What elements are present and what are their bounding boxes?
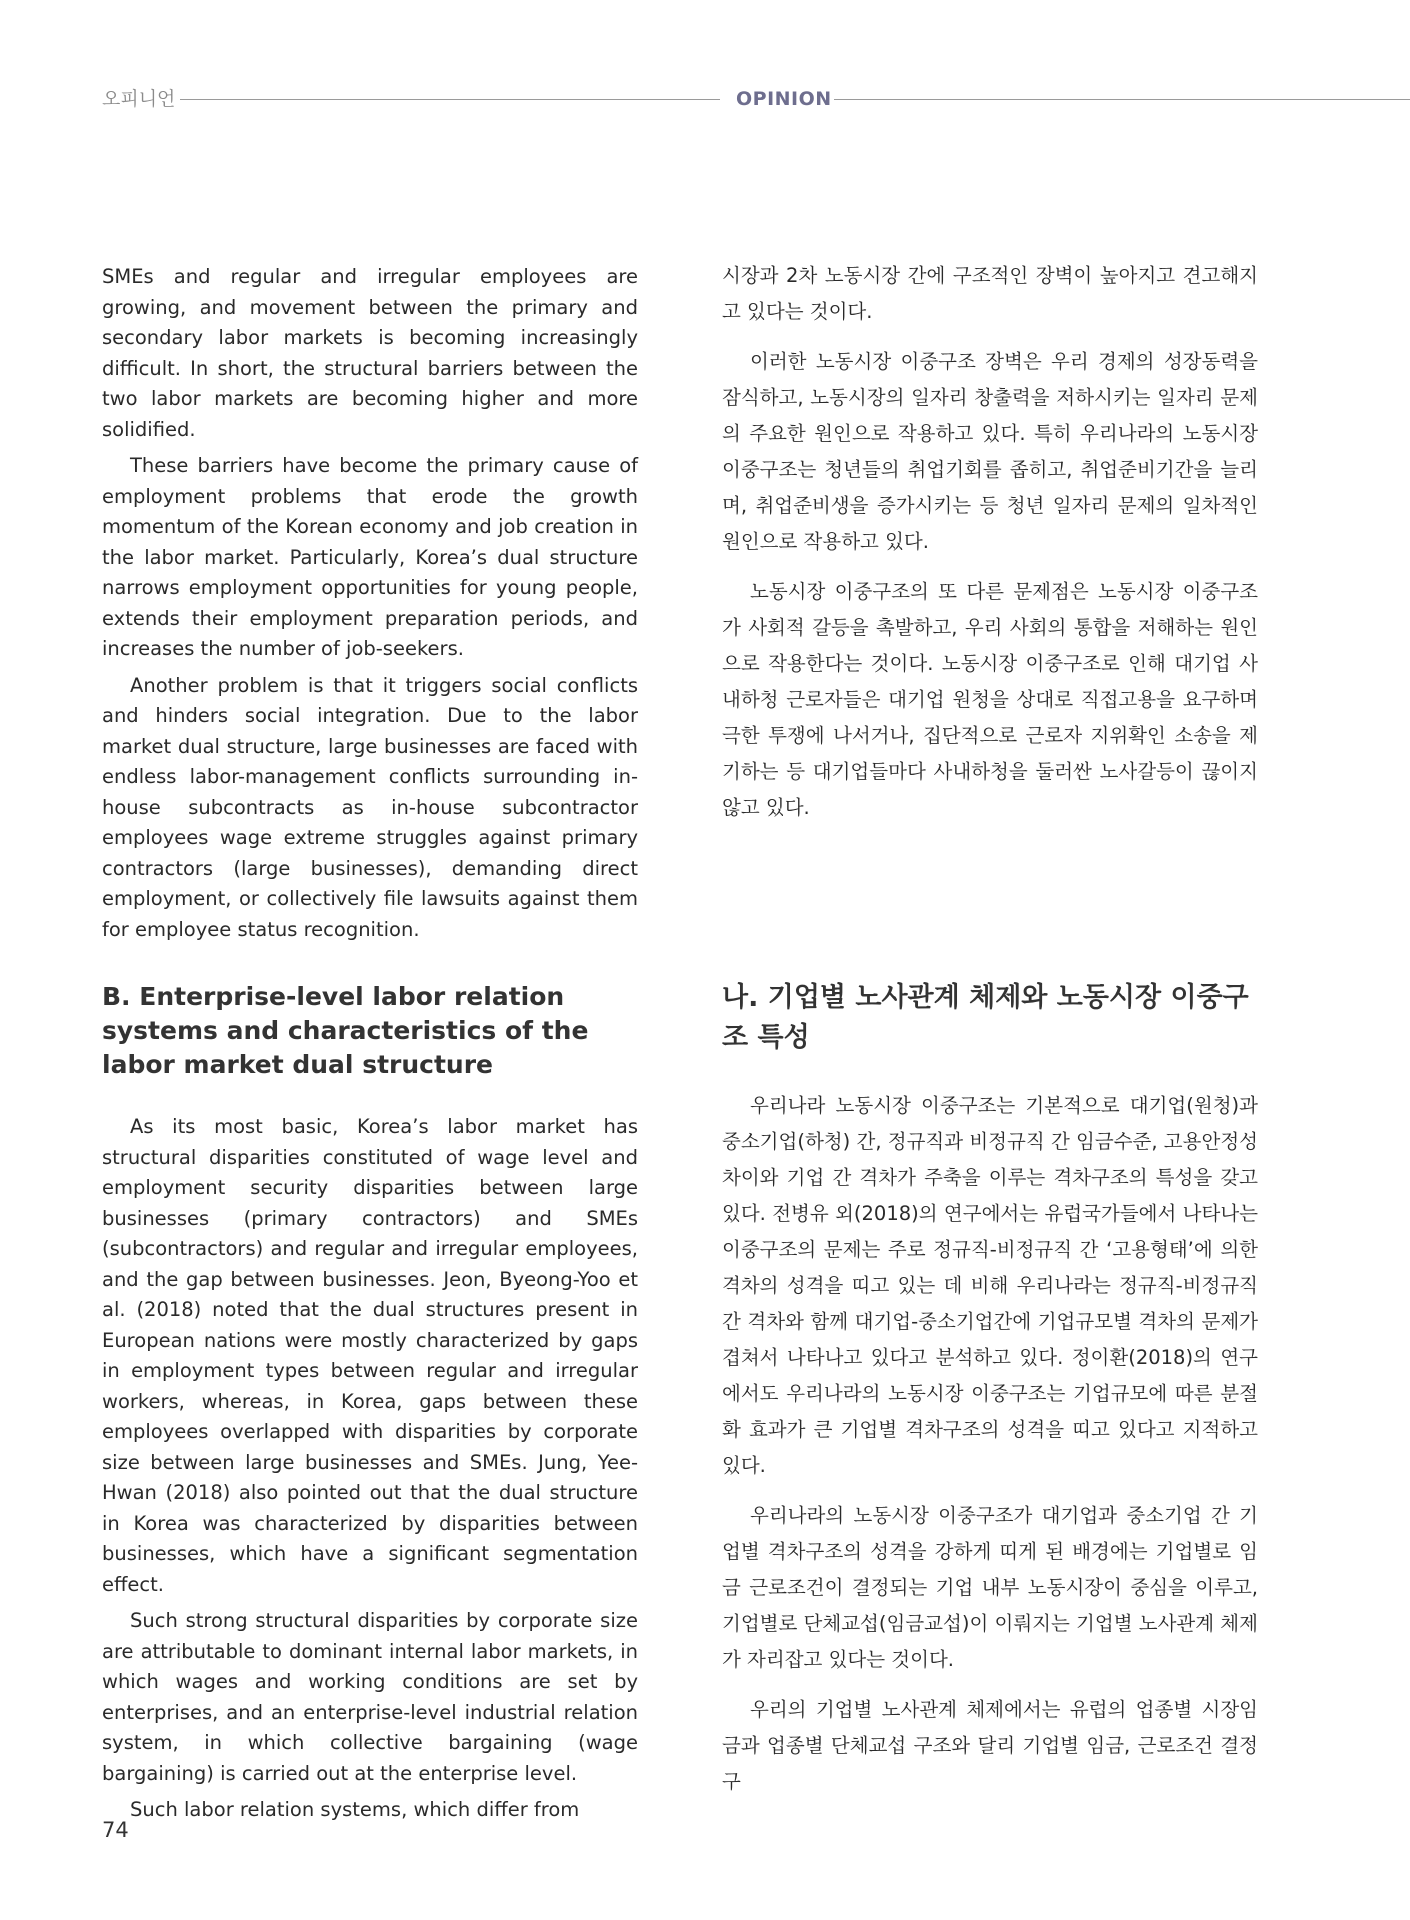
korean-paragraph: 시장과 2차 노동시장 간에 구조적인 장벽이 높아지고 견고해지고 있다는 것이다. — [722, 264, 1258, 323]
english-paragraph: Such strong structural disparities by corporate size are attributable to dominant internal labor markets, in which wages and working conditions are set by enterprises, and an enterprise-level industrial relation system, in which collective bargaining (wage bargaining) is carried out at the enterprise level. — [102, 1609, 638, 1785]
header-rule-left — [180, 99, 720, 100]
korean-paragraph: 우리나라의 노동시장 이중구조가 대기업과 중소기업 간 기업별 격차구조의 성격을 강하게 띠게 된 배경에는 기업별로 임금 근로조건이 결정되는 기업 내부 노동시장이 중심을 이루고, 기업별로 단체교섭(임금교섭)이 이뤄지는 기업별 노사관계 체제가 자리잡고 있다는 것이다. — [722, 1504, 1258, 1671]
korean-column-top — [722, 258, 1258, 826]
english-paragraph: SMEs and regular and irregular employees are growing, and movement between the primary and secondary labor markets is becoming increasingly difficult. In short, the structural barriers between the two labor markets are becoming higher and more solidified. — [102, 265, 638, 441]
english-paragraph: Another problem is that it triggers social conflicts and hinders social integration. Due to the labor market dual structure, large businesses are faced with endless labor-management conflicts surrounding in-house subcontracts as in-house subcontractor employees wage extreme struggles against primary contractors (large businesses), demanding direct employment, or collectively file lawsuits against them for employee status recognition. — [102, 673, 638, 941]
english-column-top — [102, 262, 638, 945]
english-paragraph: Such labor relation systems, which differ from — [130, 1798, 580, 1821]
korean-paragraph: 우리의 기업별 노사관계 체제에서는 유럽의 업종별 시장임금과 업종별 단체교섭 구조와 달리 기업별 임금, 근로조건 결정구 — [722, 1698, 1258, 1793]
english-paragraph: As its most basic, Korea’s labor market has structural disparities constituted of wage level and employment security disparities between large businesses (primary contractors) and SMEs (subcontractors) and regular and irregular employees, and the gap between businesses. Jeon, Byeong-Yoo et al. (2018) noted that the dual structures present in European nations were mostly characterized by gaps in employment types between regular and irregular workers, whereas, in Korea, gaps between these employees overlapped with disparities by corporate size between large businesses and SMEs. Jung, Yee-Hwan (2018) also pointed out that the dual structure in Korea was characterized by disparities between businesses, which have a significant segmentation effect. — [102, 1115, 638, 1596]
section-label-korean: 오피니언 — [102, 88, 176, 110]
korean-paragraph: 이러한 노동시장 이중구조 장벽은 우리 경제의 성장동력을 잠식하고, 노동시장의 일자리 창출력을 저하시키는 일자리 문제의 주요한 원인으로 작용하고 있다. 특히 우리나라의 노동시장 이중구조는 청년들의 취업기회를 좁히고, 취업준비기간을 늘리며, 취업준비생을 증가시키는 등 청년 일자리 문제의 일차적인 원인으로 작용하고 있다. — [722, 350, 1258, 553]
running-header — [102, 84, 1410, 114]
page-number: 74 — [102, 1818, 129, 1842]
korean-paragraph: 우리나라 노동시장 이중구조는 기본적으로 대기업(원청)과 중소기업(하청) 간, 정규직과 비정규직 간 임금수준, 고용안정성 차이와 기업 간 격차가 주축을 이루는 격차구조의 특성을 갖고 있다. 전병유 외(2018)의 연구에서는 유럽국가들에서 나타나는 이중구조의 문제는 주로 정규직-비정규직 간 ‘고용형태’에 의한 격차의 성격을 띠고 있는 데 비해 우리나라는 정규직-비정규직 간 격차와 함께 대기업-중소기업간에 기업규모별 격차의 문제가 겹쳐서 나타나고 있다고 분석하고 있다. 정이환(2018)의 연구에서도 우리나라의 노동시장 이중구조는 기업규모에 따른 분절화 효과가 큰 기업별 격차구조의 성격을 띠고 있다고 지적하고 있다. — [722, 1094, 1258, 1477]
korean-paragraph: 노동시장 이중구조의 또 다른 문제점은 노동시장 이중구조가 사회적 갈등을 촉발하고, 우리 사회의 통합을 저해하는 원인으로 작용한다는 것이다. 노동시장 이중구조로 인해 대기업 사내하청 근로자들은 대기업 원청을 상대로 직접고용을 요구하며 극한 투쟁에 나서거나, 집단적으로 근로자 지위확인 소송을 제기하는 등 대기업들마다 사내하청을 둘러싼 노사갈등이 끊이지 않고 있다. — [722, 580, 1258, 819]
section-heading-english: B. Enterprise-level labor relation systems and characteristics of the labor market dual structure — [102, 982, 589, 1079]
section-heading-korean: 나. 기업별 노사관계 체제와 노동시장 이중구조 특성 — [722, 982, 1249, 1053]
header-rule-right — [834, 99, 1410, 100]
korean-column-bottom — [722, 978, 1258, 1800]
english-paragraph: These barriers have become the primary cause of employment problems that erode the growth momentum of the Korean economy and job creation in the labor market. Particularly, Korea’s dual structure narrows employment opportunities for young people, extends their employment preparation periods, and increases the number of job-seekers. — [102, 454, 638, 660]
english-column-bottom — [102, 980, 638, 1826]
section-label-english: OPINION — [736, 88, 832, 110]
